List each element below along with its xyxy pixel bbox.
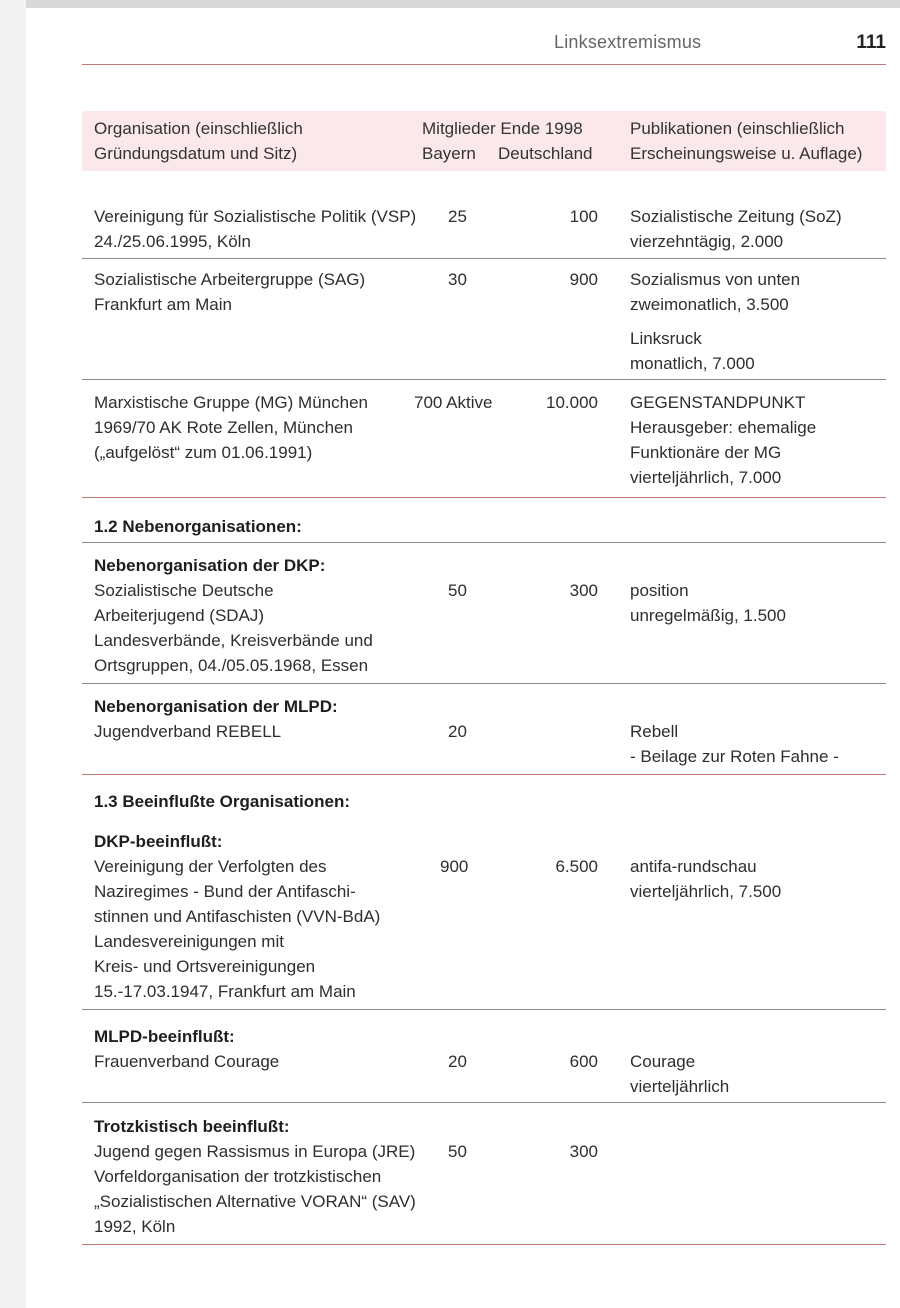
publication-title: Linksruck xyxy=(630,329,702,348)
org-name: Jugend gegen Rassismus in Europa (JRE) xyxy=(94,1142,416,1161)
org-details: 1969/70 AK Rote Zellen, München xyxy=(94,418,353,437)
publication-frequency: vierteljährlich, 7.500 xyxy=(630,882,782,901)
org-details: 24./25.06.1995, Köln xyxy=(94,232,251,251)
publication-title: antifa-rundschau xyxy=(630,857,757,876)
column-header-deutschland: Deutschland xyxy=(498,144,593,163)
row-divider xyxy=(82,1102,886,1103)
publication-title: Rebell xyxy=(630,722,679,741)
members-deutschland: 300 xyxy=(569,581,598,600)
publication-details: Funktionäre der MG xyxy=(630,443,782,462)
section-divider xyxy=(82,774,886,775)
row-divider xyxy=(82,683,886,684)
org-details: Vorfeldorganisation der trotzkistischen xyxy=(94,1167,382,1186)
members-deutschland: 300 xyxy=(569,1142,598,1161)
running-title: Linksextremismus xyxy=(554,32,702,52)
publication-frequency: vierteljährlich xyxy=(630,1077,730,1096)
org-name: Sozialistische Arbeitergruppe (SAG) xyxy=(94,270,366,289)
members-bayern: 25 xyxy=(448,207,467,226)
section-heading: 1.3 Beeinflußte Organisationen: xyxy=(94,792,350,811)
column-header-bayern: Bayern xyxy=(422,144,476,163)
org-details: Frankfurt am Main xyxy=(94,295,232,314)
publication-title: position xyxy=(630,581,689,600)
group-heading: Nebenorganisation der DKP: xyxy=(94,556,326,575)
org-name: Marxistische Gruppe (MG) München xyxy=(94,393,368,412)
page-gutter xyxy=(0,0,26,1308)
column-header-members: Mitglieder Ende 1998 xyxy=(422,119,583,138)
members-deutschland: 6.500 xyxy=(555,857,598,876)
members-bayern: 20 xyxy=(448,722,467,741)
column-header-organisation: Organisation (einschließlich Gründungsdatum und Sitz) xyxy=(94,119,303,163)
publication-frequency: zweimonatlich, 3.500 xyxy=(630,295,789,314)
org-name: Frauenverband Courage xyxy=(94,1052,280,1071)
group-heading: DKP-beeinflußt: xyxy=(94,832,223,851)
org-name: Vereinigung der Verfolgten des xyxy=(94,857,327,876)
org-details: Kreis- und Ortsvereinigungen xyxy=(94,957,316,976)
document-page xyxy=(26,8,900,1308)
row-divider xyxy=(82,258,886,259)
org-details: Landesvereinigungen mit xyxy=(94,932,284,951)
members-bayern: 50 xyxy=(448,1142,467,1161)
members-bayern: 50 xyxy=(448,581,467,600)
page-number: 111 xyxy=(856,32,886,53)
org-name: Jugendverband REBELL xyxy=(94,722,282,741)
group-heading: MLPD-beeinflußt: xyxy=(94,1027,235,1046)
members-bayern: 20 xyxy=(448,1052,467,1071)
publication-frequency: vierzehntägig, 2.000 xyxy=(630,232,784,251)
section-heading: 1.2 Nebenorganisationen: xyxy=(94,517,302,536)
org-details: Landesverbände, Kreisverbände und xyxy=(94,631,373,650)
members-bayern: 700 Aktive xyxy=(414,393,493,412)
publication-title: Sozialismus von unten xyxy=(630,270,801,289)
members-bayern: 900 xyxy=(440,857,469,876)
publication-frequency: monatlich, 7.000 xyxy=(630,354,755,373)
group-heading: Nebenorganisation der MLPD: xyxy=(94,697,338,716)
publication-title: Courage xyxy=(630,1052,696,1071)
org-details: Ortsgruppen, 04./05.05.1968, Essen xyxy=(94,656,369,675)
publication-frequency: vierteljährlich, 7.000 xyxy=(630,468,782,487)
org-details: „Sozialistischen Alternative VORAN“ (SAV) xyxy=(94,1192,416,1211)
section-divider xyxy=(82,1244,886,1245)
org-details: 1992, Köln xyxy=(94,1217,176,1236)
org-name: Naziregimes - Bund der Antifaschi- xyxy=(94,882,356,901)
members-deutschland: 100 xyxy=(569,207,598,226)
org-name: Vereinigung für Sozialistische Politik (VSP) xyxy=(94,207,417,226)
members-bayern: 30 xyxy=(448,270,467,289)
publication-details: Herausgeber: ehemalige xyxy=(630,418,817,437)
row-divider xyxy=(82,542,886,543)
group-heading: Trotzkistisch beeinflußt: xyxy=(94,1117,290,1136)
row-divider xyxy=(82,1009,886,1010)
org-name: stinnen und Antifaschisten (VVN-BdA) xyxy=(94,907,381,926)
members-deutschland: 600 xyxy=(569,1052,598,1071)
publication-frequency: unregelmäßig, 1.500 xyxy=(630,606,786,625)
column-header-publications: Publikationen (einschließlich Erscheinungsweise u. Auflage) xyxy=(630,119,863,163)
row-divider xyxy=(82,379,886,380)
org-details: („aufgelöst“ zum 01.06.1991) xyxy=(94,443,313,462)
publication-details: - Beilage zur Roten Fahne - xyxy=(630,747,839,766)
section-divider xyxy=(82,497,886,498)
members-deutschland: 10.000 xyxy=(546,393,598,412)
org-details: 15.-17.03.1947, Frankfurt am Main xyxy=(94,982,356,1001)
members-deutschland: 900 xyxy=(569,270,598,289)
page-top-edge xyxy=(0,0,900,8)
publication-title: GEGENSTANDPUNKT xyxy=(630,393,806,412)
org-name: Arbeiterjugend (SDAJ) xyxy=(94,606,265,625)
header-rule xyxy=(82,64,886,65)
publication-title: Sozialistische Zeitung (SoZ) xyxy=(630,207,842,226)
org-name: Sozialistische Deutsche xyxy=(94,581,274,600)
